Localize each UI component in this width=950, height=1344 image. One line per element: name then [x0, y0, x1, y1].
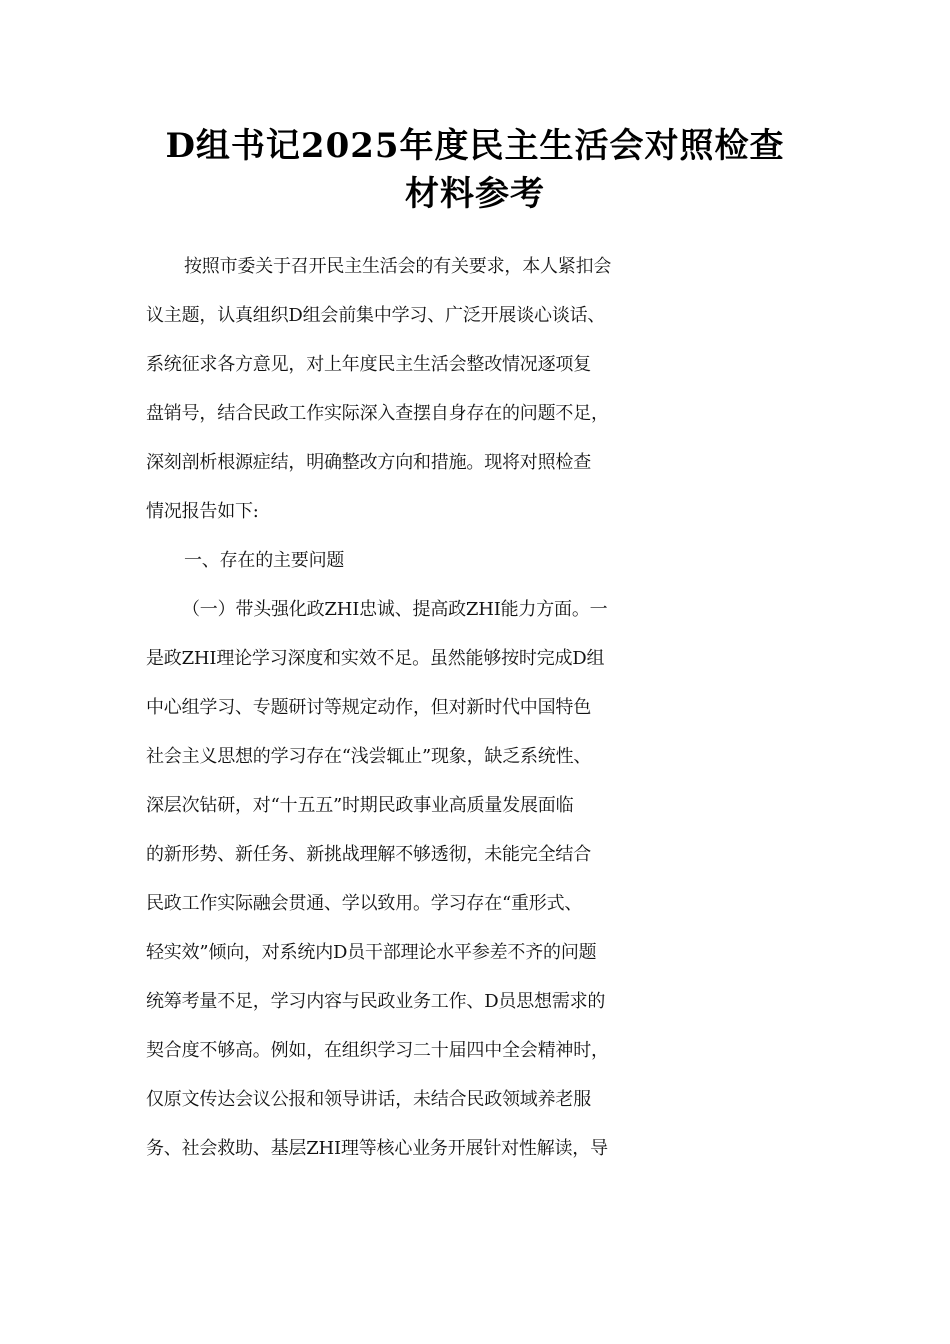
body-text-line: 民政工作实际融会贯通、学以致用。学习存在“重形式、 — [146, 893, 583, 914]
body-text-line: 仅原文传达会议公报和领导讲话，未结合民政领域养老服 — [146, 1089, 591, 1110]
document-title-line-2: 材料参考 — [405, 174, 545, 214]
body-text-line: 契合度不够高。例如，在组织学习二十届四中全会精神时， — [146, 1040, 609, 1061]
section-heading: 一、存在的主要问题 — [184, 550, 345, 571]
body-text-line: 深层次钻研，对“十五五”时期民政事业高质量发展面临 — [146, 795, 574, 816]
body-text-line: 深刻剖析根源症结，明确整改方向和措施。现将对照检查 — [146, 452, 591, 473]
document-title-line-1: D组书记2025年度民主生活会对照检查 — [165, 126, 785, 166]
body-text-line: 系统征求各方意见，对上年度民主生活会整改情况逐项复 — [146, 354, 591, 375]
body-text-line: 统筹考量不足，学习内容与民政业务工作、D员思想需求的 — [146, 991, 606, 1012]
body-text-line: 的新形势、新任务、新挑战理解不够透彻，未能完全结合 — [146, 844, 591, 865]
body-text-line: 议主题，认真组织D组会前集中学习、广泛开展谈心谈话、 — [146, 305, 606, 326]
body-text-line: 是政ZHI理论学习深度和实效不足。虽然能够按时完成D组 — [146, 648, 605, 669]
body-text-line: 社会主义思想的学习存在“浅尝辄止”现象，缺乏系统性、 — [146, 746, 592, 767]
body-text-line: 务、社会救助、基层ZHI理等核心业务开展针对性解读，导 — [146, 1138, 608, 1159]
body-text-line: 按照市委关于召开民主生活会的有关要求，本人紧扣会 — [184, 256, 612, 277]
body-text-line: 情况报告如下: — [146, 501, 259, 522]
body-text-line: 轻实效”倾向，对系统内D员干部理论水平参差不齐的问题 — [146, 942, 597, 963]
body-text-line: 中心组学习、专题研讨等规定动作，但对新时代中国特色 — [146, 697, 591, 718]
subsection-heading: （一）带头强化政ZHI忠诚、提高政ZHI能力方面。一 — [182, 599, 608, 620]
body-text-line: 盘销号，结合民政工作实际深入查摆自身存在的问题不足， — [146, 403, 609, 424]
